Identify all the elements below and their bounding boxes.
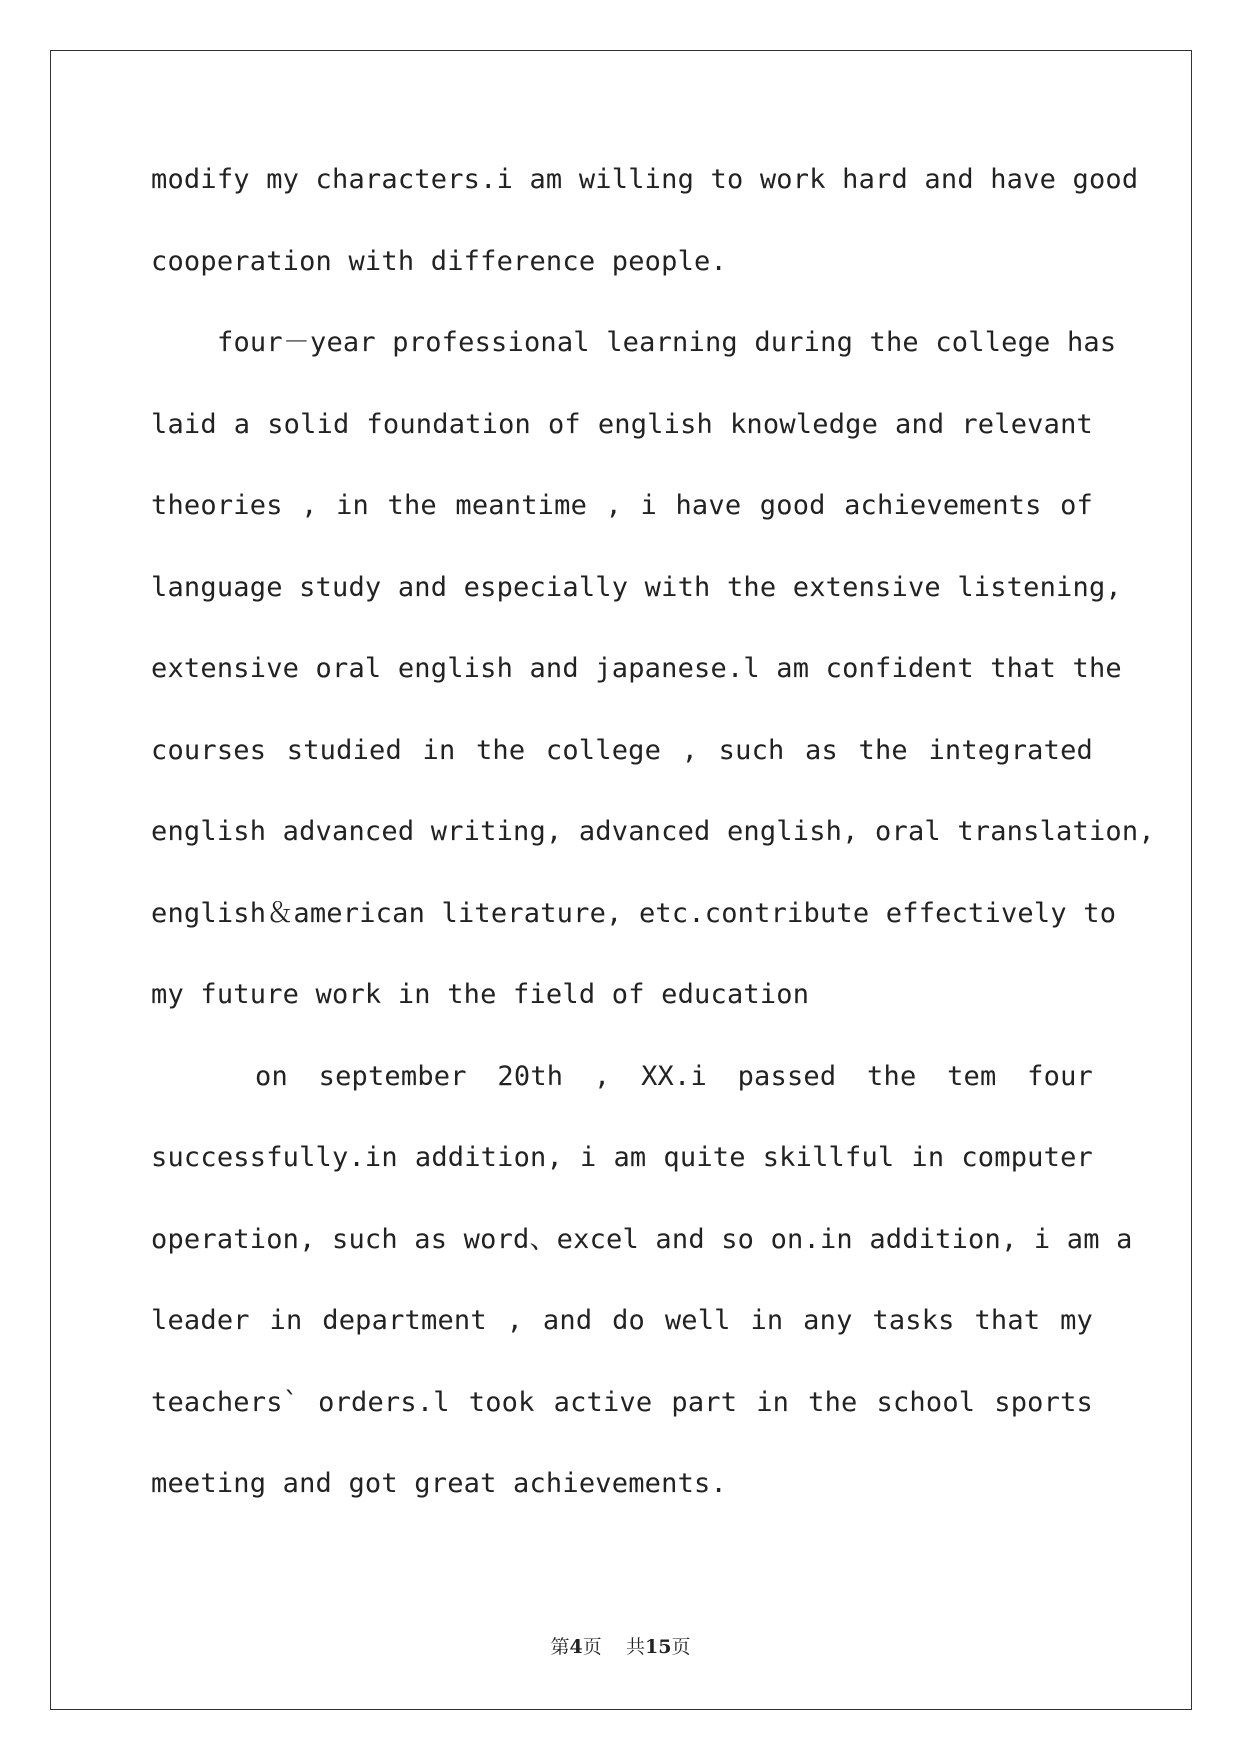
paragraph-start-line: on september 20th , XX.i passed the tem four — [255, 1060, 1093, 1092]
page-number: 4 — [569, 1636, 583, 1658]
page-prefix: 第 — [550, 1636, 570, 1658]
text-line: meeting and got great achievements. — [151, 1468, 727, 1499]
paragraph-start-line: four－year professional learning during the college has — [217, 327, 1117, 358]
text-line: successfully.in addition, i am quite skillful in computer — [151, 1142, 1093, 1173]
text-line: modify my characters.i am willing to work hard and have good — [151, 164, 1139, 195]
total-suffix: 页 — [671, 1636, 691, 1658]
document-body — [151, 163, 1155, 1549]
text-line: courses studied in the college , such as the integrated — [151, 734, 1093, 766]
text-line: my future work in the field of education — [151, 979, 810, 1010]
text-line: theories , in the meantime , i have good achievements of — [151, 490, 1093, 521]
text-line: operation, such as word、excel and so on.in addition, i am a — [151, 1223, 1133, 1255]
text-line: cooperation with difference people. — [151, 245, 727, 277]
text-line: english advanced writing, advanced english, oral translation, — [151, 816, 1155, 847]
page-suffix: 页 — [582, 1636, 602, 1658]
total-prefix: 共 — [625, 1636, 645, 1658]
text-line: extensive oral english and japanese.l am confident that the — [151, 653, 1122, 684]
text-line: language study and especially with the extensive listening, — [151, 571, 1122, 603]
text-line: teachers` orders.l took active part in the school sports — [151, 1386, 1093, 1418]
text-line: laid a solid foundation of english knowledge and relevant — [151, 408, 1093, 440]
text-line: english＆american literature, etc.contribute effectively to — [151, 897, 1117, 929]
total-pages: 15 — [644, 1636, 672, 1658]
text-line: leader in department , and do well in any tasks that my — [151, 1305, 1093, 1336]
page-footer — [0, 1632, 1241, 1659]
